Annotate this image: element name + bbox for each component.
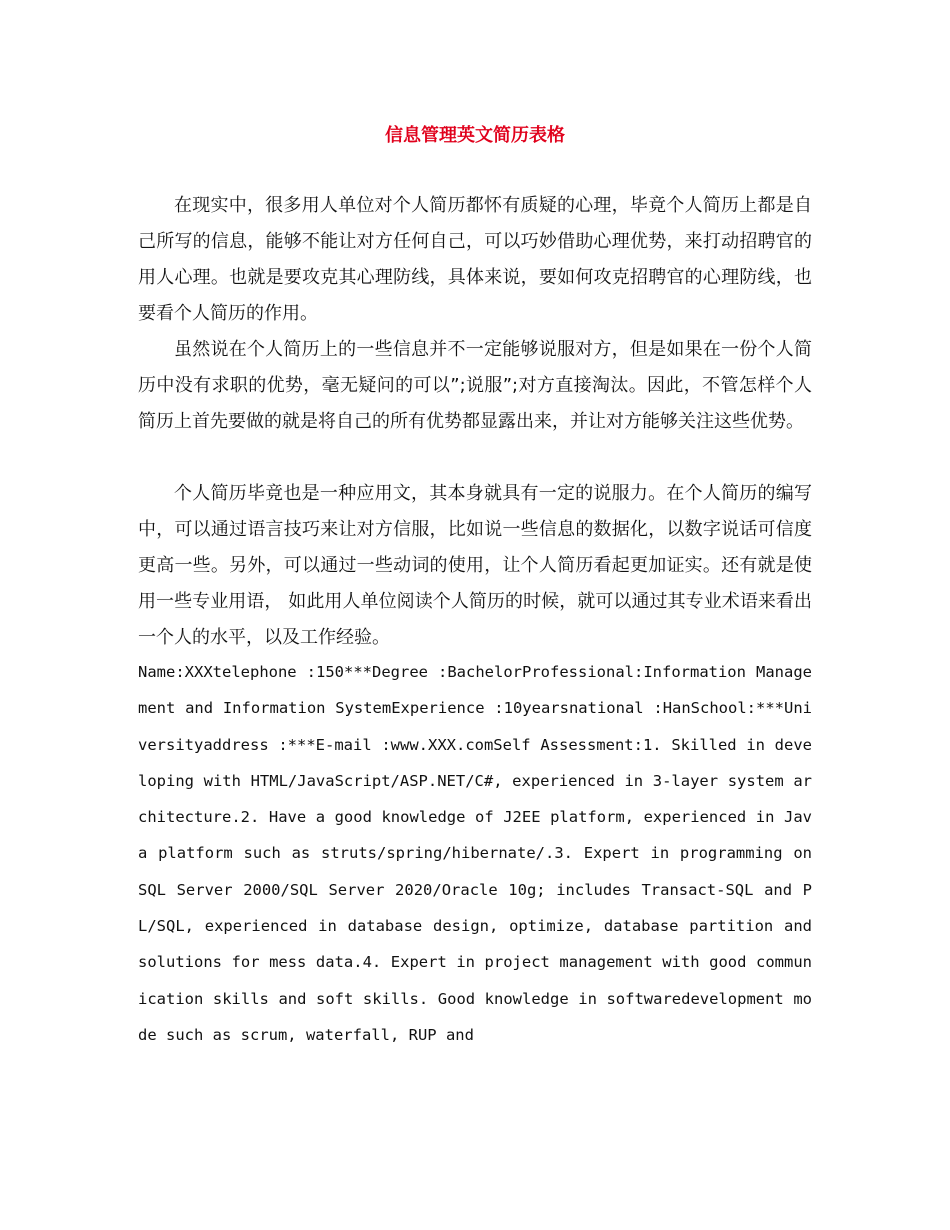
paragraph-1: 在现实中，很多用人单位对个人简历都怀有质疑的心理，毕竟个人简历上都是自己所写的信息，能够不能让对方任何自己，可以巧妙借助心理优势，来打动招聘官的用人心理。也就是要攻克其心理防线，具体来说，要如何攻克招聘官的心理防线，也要看个人简历的作用。 bbox=[138, 195, 812, 324]
document-title: 信息管理英文简历表格 bbox=[385, 125, 565, 146]
paragraph-3: 个人简历毕竟也是一种应用文，其本身就具有一定的说服力。在个人简历的编写中，可以通过语言技巧来让对方信服，比如说一些信息的数据化，以数字说话可信度更高一些。另外，可以通过一些动词的使用，让个人简历看起更加证实。还有就是使用一些专业用语， 如此用人单位阅读个人简历的时候，就可以通过其专业术语来看出一个人的水平，以及工作经验。 bbox=[138, 483, 812, 648]
resume-details: Name:XXXtelephone :150***Degree :BachelorProfessional:Information Management and Information SystemExperience :10yearsnational :HanSchool:***Universityaddress :***E-mail :www.XXX.comSelf Assessment:1. Skilled in developing with HTML/JavaScript/ASP.NET/C#, experienced in 3-layer system architecture.2. Have a good knowledge of J2EE platform, experienced in Java platform such as struts/spring/hibernate/.3. Expert in programming on SQL Server 2000/SQL Server 2020/Oracle 10g; includes Transact-SQL and PL/SQL, experienced in database design, optimize, database partition and solutions for mess data.4. Expert in project management with good communication skills and soft skills. Good knowledge in softwaredevelopment mode such as scrum, waterfall, RUP and bbox=[138, 663, 812, 1044]
paragraph-2: 虽然说在个人简历上的一些信息并不一定能够说服对方，但是如果在一份个人简历中没有求职的优势，毫无疑问的可以”;说服”;对方直接淘汰。因此，不管怎样个人简历上首先要做的就是将自己的所有优势都显露出来，并让对方能够关注这些优势。 bbox=[138, 339, 812, 432]
